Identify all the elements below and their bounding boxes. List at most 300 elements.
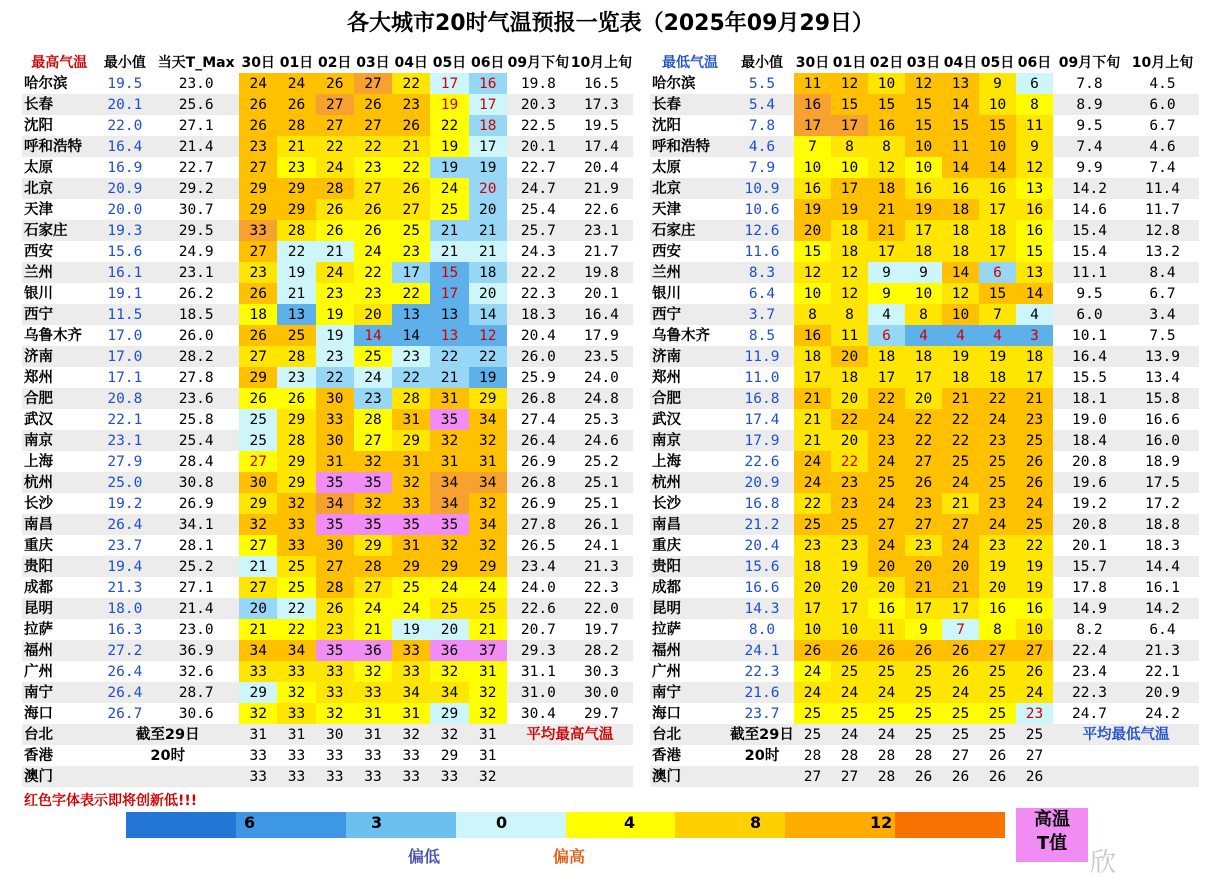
late-sept-avg: 19.8 bbox=[520, 75, 556, 92]
city-row bbox=[650, 199, 1199, 220]
city-row bbox=[650, 367, 1199, 388]
forecast-cell: 7 bbox=[942, 619, 979, 640]
late-sept-avg: 7.4 bbox=[1053, 136, 1126, 157]
forecast-cell: 25 bbox=[905, 682, 942, 703]
forecast-cell: 34 bbox=[430, 472, 468, 493]
forecast-cell: 32 bbox=[469, 766, 507, 787]
forecast-cell: 21 bbox=[469, 241, 507, 262]
today-tmax: 28.1 bbox=[178, 537, 214, 554]
forecast-cell: 26 bbox=[392, 178, 430, 199]
forecast-cell: 31 bbox=[392, 409, 430, 430]
forecast-cell: 32 bbox=[430, 661, 468, 682]
city-name: 重庆 bbox=[24, 537, 53, 554]
city-row bbox=[22, 94, 633, 115]
early-oct-avg: 13.9 bbox=[1126, 346, 1199, 367]
late-sept-avg: 31.1 bbox=[520, 663, 556, 680]
forecast-cell: 23 bbox=[905, 535, 942, 556]
late-sept-avg: 20.1 bbox=[507, 136, 570, 157]
forecast-cell: 24 bbox=[868, 535, 905, 556]
city-row bbox=[22, 514, 633, 535]
forecast-cell: 25 bbox=[794, 514, 831, 535]
forecast-cell: 13 bbox=[277, 304, 315, 325]
city-row bbox=[22, 325, 633, 346]
forecast-cell: 34 bbox=[277, 640, 315, 661]
today-tmax: 23.1 bbox=[153, 262, 239, 283]
forecast-cell: 20 bbox=[905, 388, 942, 409]
footer-tail: 平均最高气温 bbox=[507, 724, 633, 745]
forecast-cell: 33 bbox=[354, 682, 392, 703]
early-oct-avg: 8.4 bbox=[1126, 262, 1199, 283]
forecast-cell: 23 bbox=[979, 430, 1016, 451]
city-name: 兰州 bbox=[650, 262, 730, 283]
city-name: 重庆 bbox=[652, 537, 681, 554]
forecast-cell: 6 bbox=[979, 262, 1016, 283]
city-row bbox=[650, 304, 1199, 325]
forecast-cell: 26 bbox=[1016, 451, 1053, 472]
forecast-cell: 35 bbox=[430, 514, 468, 535]
city-name: 昆明 bbox=[650, 598, 730, 619]
forecast-cell: 35 bbox=[430, 409, 468, 430]
forecast-cell: 31 bbox=[430, 451, 468, 472]
late-sept-avg: 18.4 bbox=[1053, 430, 1126, 451]
forecast-cell: 12 bbox=[469, 325, 507, 346]
early-oct-avg: 26.1 bbox=[570, 514, 633, 535]
forecast-cell: 24 bbox=[1016, 493, 1053, 514]
min-value: 8.5 bbox=[748, 327, 776, 344]
forecast-cell: 19 bbox=[316, 304, 354, 325]
forecast-cell: 14 bbox=[1016, 283, 1053, 304]
min-value: 11.0 bbox=[744, 369, 780, 386]
city-name: 哈尔滨 bbox=[24, 75, 68, 92]
forecast-cell: 24 bbox=[794, 682, 831, 703]
legend-tick: 8 bbox=[750, 813, 762, 832]
late-sept-avg: 20.1 bbox=[1072, 537, 1107, 554]
early-oct-avg: 24.1 bbox=[583, 537, 619, 554]
today-tmax: 29.2 bbox=[153, 178, 239, 199]
column-header: 02日 bbox=[317, 54, 352, 71]
early-oct-avg: 4.5 bbox=[1149, 75, 1176, 92]
early-oct-avg: 17.3 bbox=[570, 94, 633, 115]
forecast-cell: 17 bbox=[794, 598, 831, 619]
column-header: 05日 bbox=[432, 54, 467, 71]
forecast-cell: 12 bbox=[831, 283, 868, 304]
column-header: 01日 bbox=[832, 54, 867, 71]
column-header: 当天T_Max bbox=[157, 54, 235, 71]
city-row bbox=[22, 220, 633, 241]
forecast-cell: 33 bbox=[392, 661, 430, 682]
forecast-cell: 17 bbox=[831, 115, 868, 136]
forecast-cell: 10 bbox=[979, 94, 1016, 115]
forecast-cell: 15 bbox=[794, 241, 831, 262]
forecast-cell: 15 bbox=[942, 115, 979, 136]
late-sept-avg: 23.4 bbox=[507, 556, 570, 577]
forecast-cell: 25 bbox=[277, 325, 315, 346]
forecast-cell: 26 bbox=[277, 388, 315, 409]
early-oct-avg: 25.1 bbox=[570, 472, 633, 493]
forecast-cell: 24 bbox=[942, 682, 979, 703]
forecast-cell: 18 bbox=[469, 115, 507, 136]
forecast-cell: 8 bbox=[794, 304, 831, 325]
city-row bbox=[22, 388, 633, 409]
forecast-cell: 22 bbox=[392, 73, 430, 94]
min-value: 26.4 bbox=[96, 514, 153, 535]
forecast-cell: 34 bbox=[469, 472, 507, 493]
legend-tick: 12 bbox=[870, 813, 893, 832]
forecast-cell: 26 bbox=[1016, 661, 1053, 682]
min-value: 26.4 bbox=[107, 663, 143, 680]
forecast-cell: 33 bbox=[316, 766, 354, 787]
forecast-cell: 30 bbox=[239, 472, 277, 493]
city-row bbox=[22, 241, 633, 262]
forecast-cell: 14 bbox=[942, 94, 979, 115]
city-row bbox=[650, 619, 1199, 640]
min-value: 11.5 bbox=[96, 304, 153, 325]
forecast-cell: 32 bbox=[354, 451, 392, 472]
column-header: 03日 bbox=[906, 54, 941, 71]
city-row bbox=[650, 535, 1199, 556]
forecast-cell: 32 bbox=[354, 661, 392, 682]
city-name: 拉萨 bbox=[652, 621, 681, 638]
min-value: 17.9 bbox=[730, 430, 794, 451]
forecast-cell: 27 bbox=[942, 514, 979, 535]
forecast-cell: 32 bbox=[469, 703, 507, 724]
today-tmax: 23.6 bbox=[153, 388, 239, 409]
forecast-cell: 26 bbox=[239, 94, 277, 115]
min-value: 15.6 bbox=[730, 556, 794, 577]
today-tmax: 21.4 bbox=[153, 136, 239, 157]
today-tmax: 25.2 bbox=[153, 556, 239, 577]
city-name: 南昌 bbox=[22, 514, 96, 535]
city-name: 西安 bbox=[24, 243, 53, 260]
forecast-cell: 20 bbox=[469, 283, 507, 304]
forecast-cell: 28 bbox=[354, 409, 392, 430]
forecast-cell: 24 bbox=[868, 724, 905, 745]
city-row bbox=[22, 304, 633, 325]
city-row bbox=[650, 178, 1199, 199]
early-oct-avg: 21.3 bbox=[570, 556, 633, 577]
forecast-cell: 32 bbox=[430, 430, 468, 451]
forecast-cell: 33 bbox=[316, 682, 354, 703]
forecast-cell: 13 bbox=[392, 304, 430, 325]
forecast-cell: 22 bbox=[316, 367, 354, 388]
late-sept-avg: 9.5 bbox=[1076, 285, 1103, 302]
forecast-cell: 24 bbox=[868, 451, 905, 472]
today-tmax: 30.8 bbox=[153, 472, 239, 493]
forecast-cell: 7 bbox=[794, 136, 831, 157]
footer-note: 截至29日 bbox=[730, 724, 794, 745]
forecast-cell: 36 bbox=[430, 640, 468, 661]
early-oct-avg: 19.7 bbox=[583, 621, 619, 638]
city-name: 台北 bbox=[22, 724, 96, 745]
forecast-cell: 9 bbox=[868, 283, 905, 304]
forecast-cell: 14 bbox=[942, 157, 979, 178]
forecast-cell: 14 bbox=[469, 304, 507, 325]
forecast-cell: 4 bbox=[979, 325, 1016, 346]
forecast-cell: 17 bbox=[392, 262, 430, 283]
min-value: 8.0 bbox=[748, 621, 776, 638]
early-oct-avg: 17.9 bbox=[583, 327, 619, 344]
late-sept-avg: 8.9 bbox=[1053, 94, 1126, 115]
late-sept-avg: 18.1 bbox=[1053, 388, 1126, 409]
forecast-cell: 4 bbox=[868, 304, 905, 325]
forecast-cell: 24 bbox=[831, 724, 868, 745]
city-row bbox=[650, 346, 1199, 367]
city-row bbox=[22, 619, 633, 640]
city-name: 台北 bbox=[650, 724, 730, 745]
forecast-cell: 15 bbox=[868, 94, 905, 115]
late-sept-avg: 25.7 bbox=[507, 220, 570, 241]
forecast-cell: 36 bbox=[354, 640, 392, 661]
city-name: 石家庄 bbox=[22, 220, 96, 241]
forecast-cell: 18 bbox=[942, 241, 979, 262]
forecast-cell: 17 bbox=[831, 598, 868, 619]
forecast-cell: 23 bbox=[239, 262, 277, 283]
min-value: 16.8 bbox=[730, 388, 794, 409]
forecast-cell: 32 bbox=[430, 535, 468, 556]
forecast-cell: 26 bbox=[354, 94, 392, 115]
forecast-cell: 19 bbox=[942, 346, 979, 367]
min-value: 8.3 bbox=[730, 262, 794, 283]
forecast-cell: 26 bbox=[1016, 766, 1053, 787]
city-row bbox=[22, 409, 633, 430]
forecast-cell: 16 bbox=[1016, 199, 1053, 220]
city-name: 银川 bbox=[652, 285, 681, 302]
city-name: 拉萨 bbox=[24, 621, 53, 638]
forecast-cell: 17 bbox=[1016, 367, 1053, 388]
early-oct-avg: 6.4 bbox=[1149, 621, 1176, 638]
forecast-cell: 21 bbox=[469, 220, 507, 241]
forecast-cell: 20 bbox=[905, 556, 942, 577]
forecast-cell: 25 bbox=[979, 661, 1016, 682]
forecast-cell: 21 bbox=[430, 367, 468, 388]
forecast-cell: 17 bbox=[430, 283, 468, 304]
early-oct-avg: 11.4 bbox=[1126, 178, 1199, 199]
early-oct-avg: 20.9 bbox=[1126, 682, 1199, 703]
forecast-cell: 28 bbox=[803, 747, 822, 764]
city-name: 广州 bbox=[652, 663, 681, 680]
forecast-cell: 16 bbox=[979, 178, 1016, 199]
forecast-cell: 32 bbox=[392, 472, 430, 493]
forecast-cell: 24 bbox=[354, 367, 392, 388]
forecast-cell: 24 bbox=[354, 241, 392, 262]
late-sept-avg: 15.4 bbox=[1072, 243, 1107, 260]
city-row bbox=[650, 598, 1199, 619]
city-row bbox=[22, 577, 633, 598]
forecast-cell: 27 bbox=[239, 241, 277, 262]
city-name: 南京 bbox=[650, 430, 730, 451]
late-sept-avg: 26.8 bbox=[507, 388, 570, 409]
forecast-cell: 21 bbox=[794, 388, 831, 409]
early-oct-avg: 24.8 bbox=[570, 388, 633, 409]
late-sept-avg: 20.8 bbox=[1072, 453, 1107, 470]
min-value: 16.8 bbox=[744, 495, 780, 512]
forecast-cell: 10 bbox=[868, 73, 905, 94]
forecast-cell: 23 bbox=[239, 136, 277, 157]
city-name: 澳门 bbox=[22, 766, 96, 787]
forecast-cell: 23 bbox=[354, 283, 392, 304]
forecast-cell: 18 bbox=[831, 367, 868, 388]
forecast-cell: 19 bbox=[430, 94, 468, 115]
city-name: 乌鲁木齐 bbox=[652, 327, 710, 344]
forecast-cell: 22 bbox=[868, 388, 905, 409]
city-row bbox=[22, 598, 633, 619]
city-name: 武汉 bbox=[652, 411, 681, 428]
forecast-cell: 27 bbox=[392, 199, 430, 220]
forecast-cell: 21 bbox=[794, 430, 831, 451]
late-sept-avg: 9.9 bbox=[1076, 159, 1103, 176]
early-oct-avg: 28.2 bbox=[570, 640, 633, 661]
forecast-cell: 35 bbox=[316, 640, 354, 661]
forecast-cell: 22 bbox=[392, 367, 430, 388]
footer-row bbox=[650, 766, 1199, 787]
forecast-cell: 19 bbox=[979, 346, 1016, 367]
min-value: 11.9 bbox=[730, 346, 794, 367]
city-name: 太原 bbox=[652, 159, 681, 176]
late-sept-avg: 20.7 bbox=[520, 621, 556, 638]
forecast-cell: 16 bbox=[979, 598, 1016, 619]
forecast-cell: 6 bbox=[1016, 73, 1053, 94]
forecast-cell: 25 bbox=[979, 682, 1016, 703]
city-row bbox=[22, 682, 633, 703]
forecast-cell: 31 bbox=[469, 451, 507, 472]
forecast-cell: 4 bbox=[905, 325, 942, 346]
forecast-cell: 26 bbox=[316, 598, 354, 619]
forecast-cell: 7 bbox=[979, 304, 1016, 325]
city-row bbox=[22, 556, 633, 577]
city-row bbox=[650, 451, 1199, 472]
forecast-cell: 18 bbox=[831, 220, 868, 241]
forecast-cell: 20 bbox=[979, 577, 1016, 598]
legend-seg-high-12 bbox=[895, 812, 1005, 838]
forecast-cell: 26 bbox=[239, 115, 277, 136]
forecast-cell: 17 bbox=[794, 115, 831, 136]
city-row bbox=[22, 283, 633, 304]
forecast-cell: 18 bbox=[794, 346, 831, 367]
min-value: 17.0 bbox=[107, 327, 143, 344]
forecast-cell: 33 bbox=[325, 747, 344, 764]
early-oct-avg: 4.6 bbox=[1126, 136, 1199, 157]
min-value: 22.0 bbox=[107, 117, 143, 134]
min-value: 15.6 bbox=[107, 243, 143, 260]
forecast-cell: 21 bbox=[1016, 388, 1053, 409]
early-oct-avg: 21.3 bbox=[1126, 640, 1199, 661]
min-value: 26.7 bbox=[107, 705, 143, 722]
early-oct-avg: 6.0 bbox=[1126, 94, 1199, 115]
late-sept-avg: 25.9 bbox=[520, 369, 556, 386]
forecast-cell: 27 bbox=[354, 430, 392, 451]
forecast-cell: 20 bbox=[831, 346, 868, 367]
forecast-cell: 29 bbox=[277, 409, 315, 430]
forecast-cell: 32 bbox=[430, 724, 468, 745]
forecast-cell: 9 bbox=[868, 262, 905, 283]
early-oct-avg: 17.5 bbox=[1126, 472, 1199, 493]
forecast-cell: 32 bbox=[469, 535, 507, 556]
min-value: 17.4 bbox=[744, 411, 780, 428]
forecast-cell: 33 bbox=[249, 747, 267, 764]
forecast-cell: 23 bbox=[1016, 409, 1053, 430]
forecast-cell: 16 bbox=[868, 598, 905, 619]
forecast-cell: 26 bbox=[905, 766, 942, 787]
forecast-cell: 23 bbox=[868, 430, 905, 451]
early-oct-avg: 6.7 bbox=[1149, 285, 1176, 302]
min-value: 16.3 bbox=[107, 621, 143, 638]
forecast-cell: 21 bbox=[868, 199, 905, 220]
forecast-cell: 29 bbox=[277, 178, 315, 199]
forecast-cell: 22 bbox=[905, 409, 942, 430]
min-value: 16.9 bbox=[107, 159, 143, 176]
city-name: 福州 bbox=[650, 640, 730, 661]
column-header: 03日 bbox=[356, 54, 390, 71]
footer-row bbox=[22, 724, 633, 745]
min-value: 10.9 bbox=[730, 178, 794, 199]
forecast-cell: 23 bbox=[905, 493, 942, 514]
footer-note: 截至29日 bbox=[96, 724, 239, 745]
forecast-cell: 34 bbox=[430, 493, 468, 514]
late-sept-avg: 20.8 bbox=[1053, 514, 1126, 535]
forecast-cell: 26 bbox=[988, 747, 1007, 764]
forecast-cell: 26 bbox=[316, 220, 354, 241]
forecast-cell: 25 bbox=[239, 430, 277, 451]
forecast-cell: 25 bbox=[942, 724, 979, 745]
late-sept-avg: 14.6 bbox=[1072, 201, 1107, 218]
forecast-cell: 25 bbox=[868, 703, 905, 724]
early-oct-avg: 21.7 bbox=[583, 243, 619, 260]
column-header: 10月上旬 bbox=[1131, 54, 1194, 71]
forecast-cell: 27 bbox=[979, 640, 1016, 661]
early-oct-avg: 22.3 bbox=[583, 579, 619, 596]
min-value: 6.4 bbox=[748, 285, 776, 302]
forecast-cell: 22 bbox=[277, 241, 315, 262]
forecast-cell: 31 bbox=[478, 747, 497, 764]
record-low-warning: 红色字体表示即将创新低!!! bbox=[24, 793, 198, 809]
today-tmax: 26.2 bbox=[178, 285, 214, 302]
city-name: 郑州 bbox=[652, 369, 681, 386]
forecast-cell: 16 bbox=[794, 325, 831, 346]
forecast-cell: 29 bbox=[239, 367, 277, 388]
forecast-cell: 23 bbox=[392, 94, 430, 115]
column-header: 最低气温 bbox=[662, 54, 718, 71]
min-value: 18.0 bbox=[96, 598, 153, 619]
forecast-cell: 24 bbox=[979, 514, 1016, 535]
forecast-cell: 23 bbox=[392, 346, 430, 367]
column-header: 04日 bbox=[943, 54, 978, 71]
late-sept-avg: 22.3 bbox=[1053, 682, 1126, 703]
forecast-cell: 30 bbox=[316, 724, 354, 745]
forecast-cell: 32 bbox=[469, 493, 507, 514]
city-name: 贵阳 bbox=[22, 556, 96, 577]
footer-row bbox=[650, 745, 1199, 766]
forecast-cell: 24 bbox=[392, 598, 430, 619]
forecast-cell: 32 bbox=[239, 703, 277, 724]
forecast-cell: 31 bbox=[392, 703, 430, 724]
forecast-cell: 18 bbox=[794, 556, 831, 577]
forecast-cell: 15 bbox=[430, 262, 468, 283]
forecast-cell: 25 bbox=[430, 199, 468, 220]
forecast-cell: 10 bbox=[979, 136, 1016, 157]
forecast-cell: 21 bbox=[868, 220, 905, 241]
forecast-cell: 12 bbox=[831, 262, 868, 283]
forecast-cell: 33 bbox=[239, 766, 277, 787]
forecast-cell: 29 bbox=[239, 682, 277, 703]
forecast-cell: 19 bbox=[979, 556, 1016, 577]
forecast-cell: 21 bbox=[905, 577, 942, 598]
late-sept-avg: 22.4 bbox=[1053, 640, 1126, 661]
forecast-cell: 25 bbox=[794, 724, 831, 745]
late-sept-avg: 9.5 bbox=[1076, 117, 1103, 134]
forecast-cell: 28 bbox=[277, 220, 315, 241]
forecast-cell: 3 bbox=[1016, 325, 1053, 346]
forecast-cell: 15 bbox=[905, 115, 942, 136]
